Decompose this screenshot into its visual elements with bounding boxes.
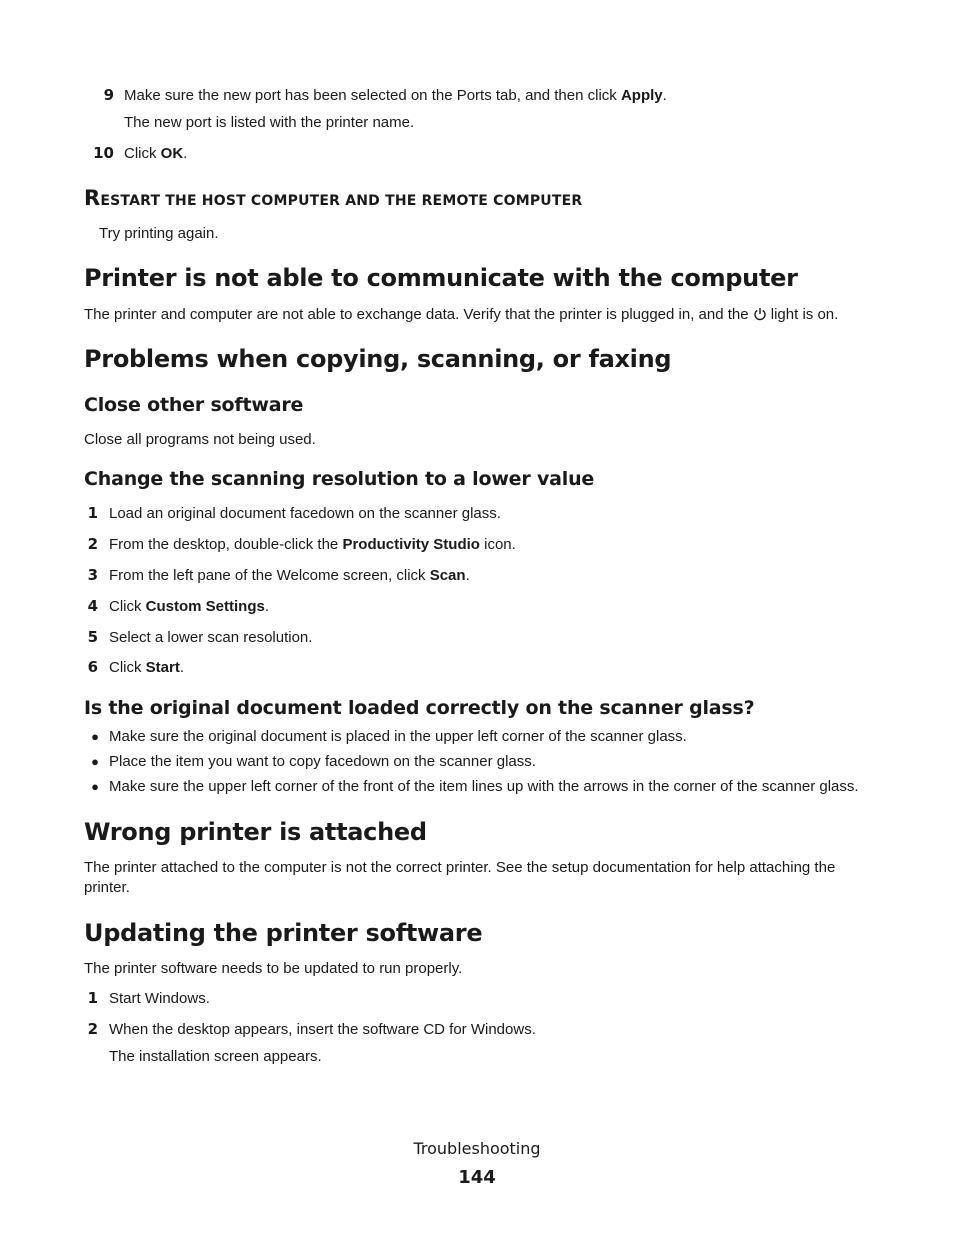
restart-body: Try printing again. — [99, 225, 219, 242]
communicate-body-post: light is on. — [770, 306, 839, 323]
step-note: The installation screen appears. — [109, 1048, 322, 1065]
step-number: 10 — [93, 144, 114, 162]
step-text-post: . — [179, 659, 185, 676]
step-text-pre: Click — [124, 145, 161, 162]
step-text-pre: Load an original document facedown on the scanner glass. — [109, 505, 501, 522]
step-number: 2 — [87, 1020, 98, 1038]
step-number: 1 — [87, 504, 98, 522]
bullet-item: Place the item you want to copy facedown on the scanner glass. — [109, 753, 536, 770]
step-number: 3 — [87, 566, 98, 584]
step-text-pre: From the left pane of the Welcome screen, click — [109, 567, 430, 584]
bullet-item: Make sure the original document is placed in the upper left corner of the scanner glass. — [109, 728, 687, 745]
subheading-original-document: Is the original document loaded correctly on the scanner glass? — [84, 697, 755, 719]
page-number: 144 — [458, 1167, 496, 1188]
step-text — [109, 566, 470, 586]
step-text-pre: From the desktop, double-click the — [109, 536, 343, 553]
communicate-body-pre: The printer and computer are not able to exchange data. Verify that the printer is plugged in, and the — [84, 306, 753, 323]
step-text-post: icon. — [479, 536, 516, 553]
updating-body: The printer software needs to be updated to run properly. — [84, 960, 463, 977]
footer-section-label: Troubleshooting — [413, 1139, 541, 1158]
bullet-icon: ● — [91, 754, 99, 769]
step-text — [109, 628, 312, 648]
step-number: 5 — [87, 628, 98, 646]
step-text — [109, 504, 501, 524]
close-software-body: Close all programs not being used. — [84, 431, 316, 448]
section-heading-communicate: Printer is not able to communicate with the computer — [84, 264, 798, 292]
step-number: 6 — [87, 658, 98, 676]
bullet-icon: ● — [91, 729, 99, 744]
step-text-pre: Select a lower scan resolution. — [109, 629, 313, 646]
step-number: 1 — [87, 989, 98, 1007]
section-heading-updating: Updating the printer software — [84, 919, 483, 947]
step-text-bold: Productivity Studio — [342, 536, 480, 553]
step-text-post: . — [264, 598, 270, 615]
step-text: When the desktop appears, insert the software CD for Windows. — [109, 1021, 536, 1038]
step-text-bold: OK — [160, 145, 184, 162]
step-text-bold: Start — [145, 659, 180, 676]
subheading-scan-resolution: Change the scanning resolution to a lower value — [84, 468, 595, 490]
step-text-pre: Click — [109, 659, 146, 676]
section-heading-copying: Problems when copying, scanning, or faxing — [84, 345, 672, 373]
step-text-pre: Make sure the new port has been selected on the Ports tab, and then click — [124, 87, 621, 104]
section-heading-wrong-printer: Wrong printer is attached — [84, 818, 427, 846]
wrong-printer-body-line2: printer. — [84, 879, 130, 896]
step-text — [109, 535, 516, 555]
step-note: The new port is listed with the printer name. — [124, 114, 415, 131]
power-icon — [753, 307, 767, 321]
step-text — [109, 658, 184, 678]
wrong-printer-body-line1: The printer attached to the computer is not the correct printer. See the setup documentation for help attaching the — [84, 859, 836, 876]
step-number: 2 — [87, 535, 98, 553]
step-text-post: . — [662, 87, 667, 104]
step-text: Start Windows. — [109, 990, 210, 1007]
heading-initial: R — [84, 186, 101, 210]
step-text-bold: Scan — [429, 567, 466, 584]
restart-heading — [84, 186, 582, 210]
communicate-body — [84, 305, 838, 325]
step-text — [124, 86, 667, 106]
step-text-post: . — [183, 145, 188, 162]
step-text — [124, 144, 187, 164]
step-text — [109, 597, 269, 617]
bullet-icon: ● — [91, 779, 99, 794]
step-text-bold: Apply — [620, 87, 663, 104]
heading-rest: ESTART THE HOST COMPUTER AND THE REMOTE COMPUTER — [100, 193, 583, 209]
bullet-item: Make sure the upper left corner of the front of the item lines up with the arrows in the corner of the scanner glass. — [109, 778, 859, 795]
step-number: 4 — [87, 597, 98, 615]
step-text-pre: Click — [109, 598, 146, 615]
step-text-post: . — [465, 567, 470, 584]
subheading-close-software: Close other software — [84, 394, 304, 416]
step-text-bold: Custom Settings — [145, 598, 265, 615]
step-number: 9 — [103, 86, 114, 104]
